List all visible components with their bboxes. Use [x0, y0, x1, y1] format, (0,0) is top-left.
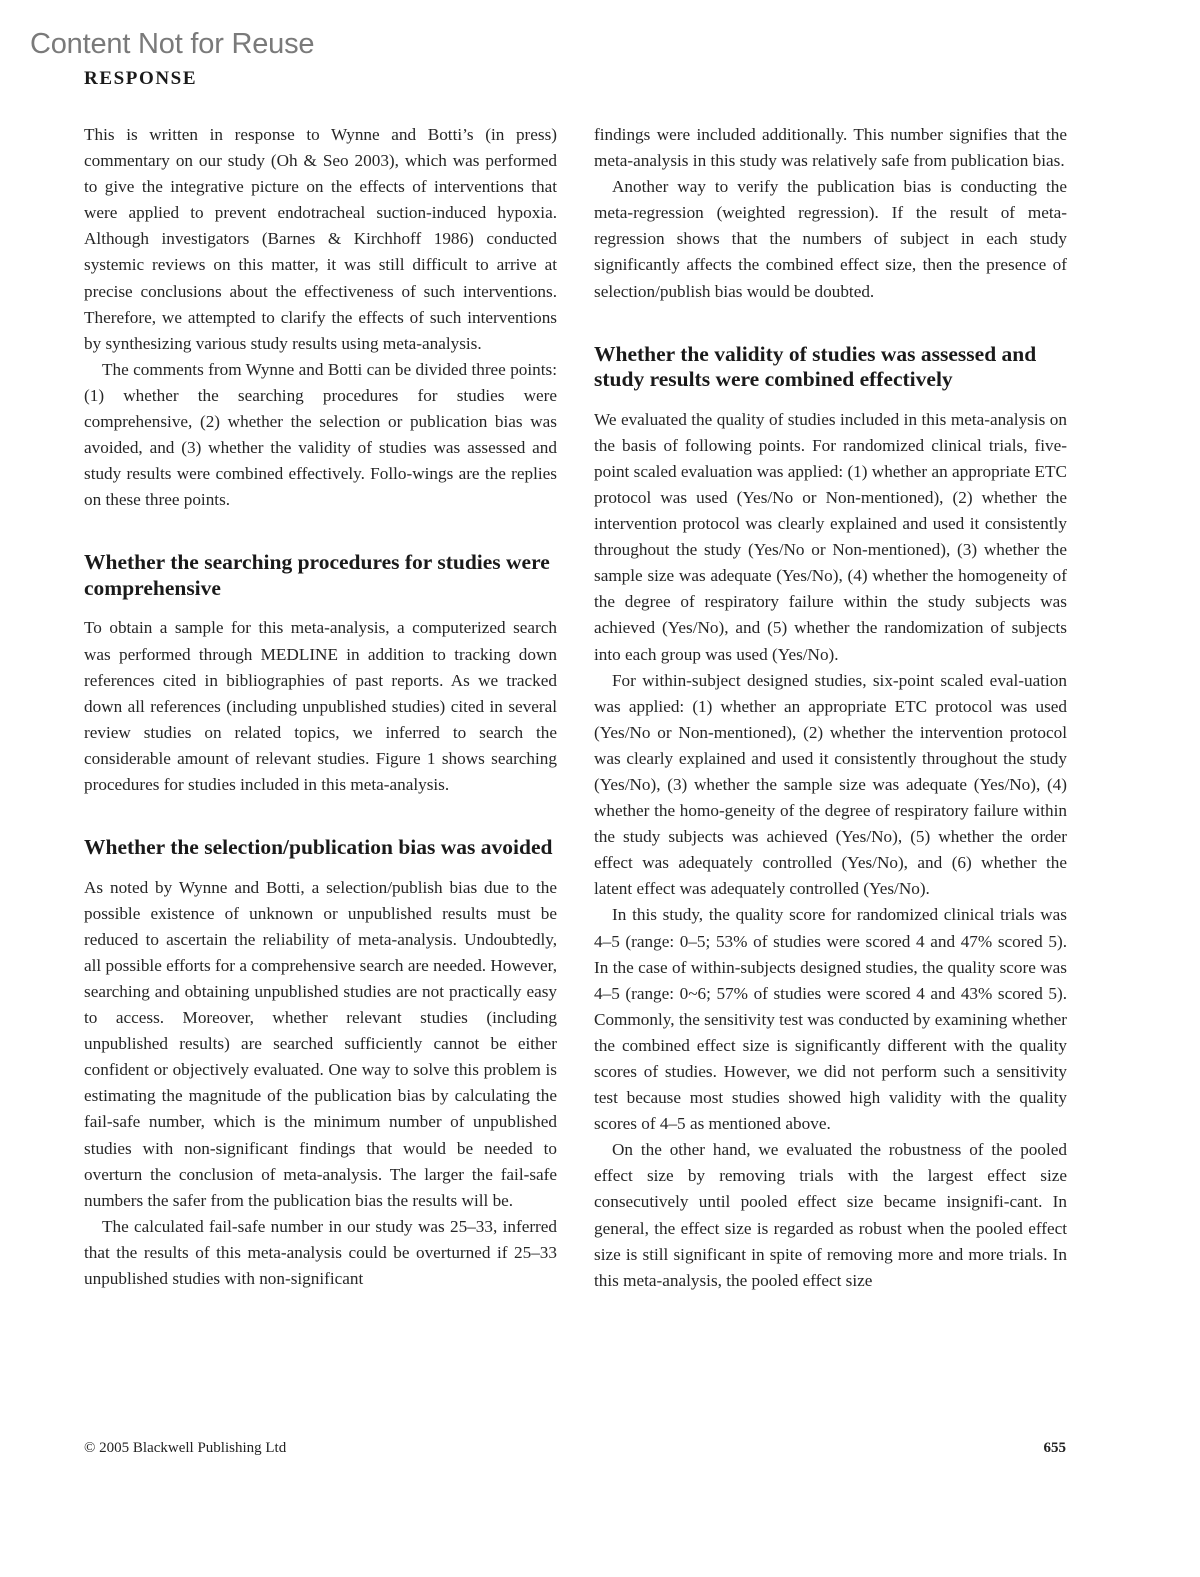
left-column: [84, 122, 557, 1292]
section3-paragraph-2: For within-subject designed studies, six-point scaled eval-uation was applied: (1) whether an appropriate ETC protocol was used (Yes/No or Non-mentioned), (2) whether the intervention protocol was clearly explained and used it consistently throughout the study (Yes/No), (3) whether the sample size was adequate (Yes/No), (4) whether the homo-geneity of the degree of respiratory failure within the study subjects was achieved (Yes/No), (5) whether the order effect was adequately controlled (Yes/No), and (6) whether the latent effect was adequately controlled (Yes/No).: [594, 670, 1067, 899]
section-heading-searching: Whether the searching procedures for studies were comprehensive: [84, 550, 550, 600]
section-heading-validity: Whether the validity of studies was assessed and study results were combined effectively: [594, 341, 1037, 392]
copyright-notice: © 2005 Blackwell Publishing Ltd: [84, 1440, 287, 1456]
section3-paragraph-3: In this study, the quality score for randomized clinical trials was 4–5 (range: 0–5; 53% of studies were scored 4 and 47% scored 5). In the case of within-subjects designed studies, the quality score was 4–5 (range: 0~6; 57% of studies were scored 4 and 43% scored 5). Commonly, the sensitivity test was conducted by examining whether the combined effect size is significantly different with the quality scores of studies. However, we did not perform such a sensitivity test because most studies showed high validity with the quality scores of 4–5 as mentioned above.: [594, 905, 1067, 1134]
watermark: Content Not for Reuse: [30, 28, 315, 60]
section3-paragraph-1: We evaluated the quality of studies included in this meta-analysis on the basis of following points. For randomized clinical trials, five-point scaled evaluation was applied: (1) whether an appropriate ETC protocol was used (Yes/No or Non-mentioned), (2) whether the intervention protocol was clearly explained and used it consistently throughout the study (Yes/No or Non-mentioned), (3) whether the sample size was adequate (Yes/No), (4) whether the homogeneity of the degree of respiratory failure within the study subjects was achieved (Yes/No), and (5) whether the randomization of subjects into each group was used (Yes/No).: [594, 409, 1067, 664]
running-head: RESPONSE: [84, 68, 198, 89]
section2-paragraph-2: The calculated fail-safe number in our study was 25–33, inferred that the results of this meta-analysis could be overturned if 25–33 unpublished studies with non-significant: [84, 1216, 557, 1288]
intro-paragraph-2: The comments from Wynne and Botti can be divided three points: (1) whether the searching procedures for studies were comprehensive, (2) whether the selection or publication bias was avoided, and (3) whether the validity of studies was assessed and study results were combined effectively. Follo-wings are the replies on these three points.: [84, 359, 557, 510]
page-footer: [84, 1440, 1066, 1457]
section1-paragraph-1: To obtain a sample for this meta-analysis, a computerized search was performed through MEDLINE in addition to tracking down references cited in bibliographies of past reports. As we tracked down all references (including unpublished studies) cited in several review studies on related topics, we inferred to search the considerable amount of relevant studies. Figure 1 shows searching procedures for studies included in this meta-analysis.: [84, 618, 557, 794]
section2-paragraph-1: As noted by Wynne and Botti, a selection/publish bias due to the possible existence of unknown or unpublished results must be reduced to ascertain the reliability of meta-analysis. Undoubtedly, all possible efforts for a comprehensive search are needed. However, searching and obtaining unpublished studies are not practically easy to access. Moreover, whether relevant studies (including unpublished results) are searched sufficiently cannot be either confident or objectively evaluated. One way to solve this problem is estimating the magnitude of the publication bias by calculating the fail-safe number, which is the minimum number of unpublished studies with non-significant findings that would be needed to overturn the conclusion of meta-analysis. The larger the fail-safe numbers the safer from the publication bias the results will be.: [84, 877, 557, 1210]
section3-paragraph-4: On the other hand, we evaluated the robustness of the pooled effect size by removing trials with the largest effect size consecutively until pooled effect size became insignifi-cant. In general, the effect size is regarded as robust when the pooled effect size is still significant in spite of removing more and more trials. In this meta-analysis, the pooled effect size: [594, 1140, 1067, 1290]
continued-paragraph-1: findings were included additionally. This number signifies that the meta-analysis in this study was relatively safe from publication bias.: [594, 125, 1067, 171]
intro-paragraph-1: This is written in response to Wynne and Botti’s (in press) commentary on our study (Oh & Seo 2003), which was performed to give the integrative picture on the effects of interventions that were applied to prevent endotracheal suction-induced hypoxia. Although investigators (Barnes & Kirchhoff 1986) conducted systemic reviews on this matter, it was still difficult to arrive at precise conclusions about the effectiveness of such interventions. Therefore, we attempted to clarify the effects of such interventions by synthesizing various study results using meta-analysis.: [84, 125, 557, 353]
page-number: 655: [1043, 1440, 1066, 1456]
right-column: [594, 122, 1067, 1294]
continued-paragraph-2: Another way to verify the publication bias is conducting the meta-regression (weighted regression). If the result of meta-regression shows that the numbers of subject in each study significantly affects the combined effect size, then the presence of selection/publish bias would be doubted.: [594, 177, 1067, 301]
section-heading-bias: Whether the selection/publication bias was avoided: [84, 835, 553, 860]
